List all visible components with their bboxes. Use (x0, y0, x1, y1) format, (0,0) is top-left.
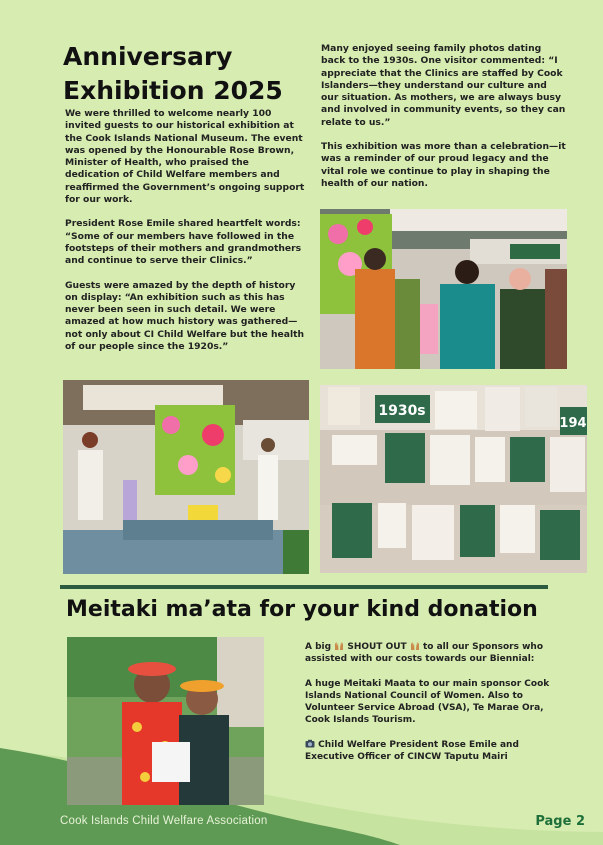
article-right-column (321, 43, 566, 202)
shout-out-label: SHOUT OUT (344, 642, 410, 652)
sponsor-paragraph: A huge Meitaki Maata to our main sponsor Cook Islands National Council of Women. Also to Volunteer Service Abroad (VSA), Te Marae Ora, Cook Islands Tourism. (305, 678, 550, 726)
page-number: Page 2 (535, 814, 585, 829)
shout-prefix: A big (305, 642, 335, 652)
camera-icon (305, 739, 315, 748)
sponsor-column (305, 641, 555, 775)
raised-hands-icon (410, 641, 420, 650)
article-paragraph: Guests were amazed by the depth of history on display: “An exhibition such as this has never been seen in such detail. We were amazed at how much history was gathered—not only about CI Child Welfare but the health of our people since the 1920s.” (65, 279, 305, 353)
donation-title: Meitaki ma’ata for your kind donation (66, 597, 538, 622)
exhibition-crowd-photo (320, 209, 567, 369)
footer-organization: Cook Islands Child Welfare Association (60, 815, 268, 827)
donation-photo (67, 637, 264, 805)
exhibition-display-photo (63, 380, 309, 574)
article-title (63, 40, 303, 108)
section-divider (60, 585, 548, 589)
photo-caption: Child Welfare President Rose Emile and Executive Officer of CINCW Taputu Mairi (305, 739, 519, 763)
article-left-column (65, 108, 305, 365)
caption-paragraph (305, 739, 555, 764)
shout-out-rest: to all our Sponsors who assisted with our costs towards our Biennial: (305, 642, 544, 665)
article-title-line1: Anniversary (63, 42, 233, 71)
shout-out-paragraph (305, 641, 555, 666)
wall-label-194: 194 (559, 416, 587, 431)
article-paragraph: President Rose Emile shared heartfelt words: “Some of our members have followed in the footsteps of their mothers and grandmothers and continue to serve their Clinics.” (65, 218, 302, 267)
wall-label-1930s: 1930s (378, 403, 426, 419)
raised-hands-icon (334, 641, 344, 650)
history-wall-photo (320, 385, 587, 573)
article-paragraph: We were thrilled to welcome nearly 100 invited guests to our historical exhibition at the Cook Islands National Museum. The event was opened by the Honourable Rose Brown, Minister of Health, who praised the dedication of Child Welfare members and reaffirmed the Government’s ongoing support for our work. (65, 108, 305, 206)
article-title-line2: Exhibition 2025 (63, 76, 283, 105)
article-paragraph: This exhibition was more than a celebration—it was a reminder of our proud legacy and the vital role we continue to play in shaping the health of our nation. (321, 141, 566, 189)
article-paragraph: Many enjoyed seeing family photos dating back to the 1930s. One visitor commented: “I appreciate that the Clinics are staffed by Cook Islanders—they understand our culture and our situation. As mothers, we are always busy and involved in community events, so they can relate to us.” (321, 43, 566, 128)
